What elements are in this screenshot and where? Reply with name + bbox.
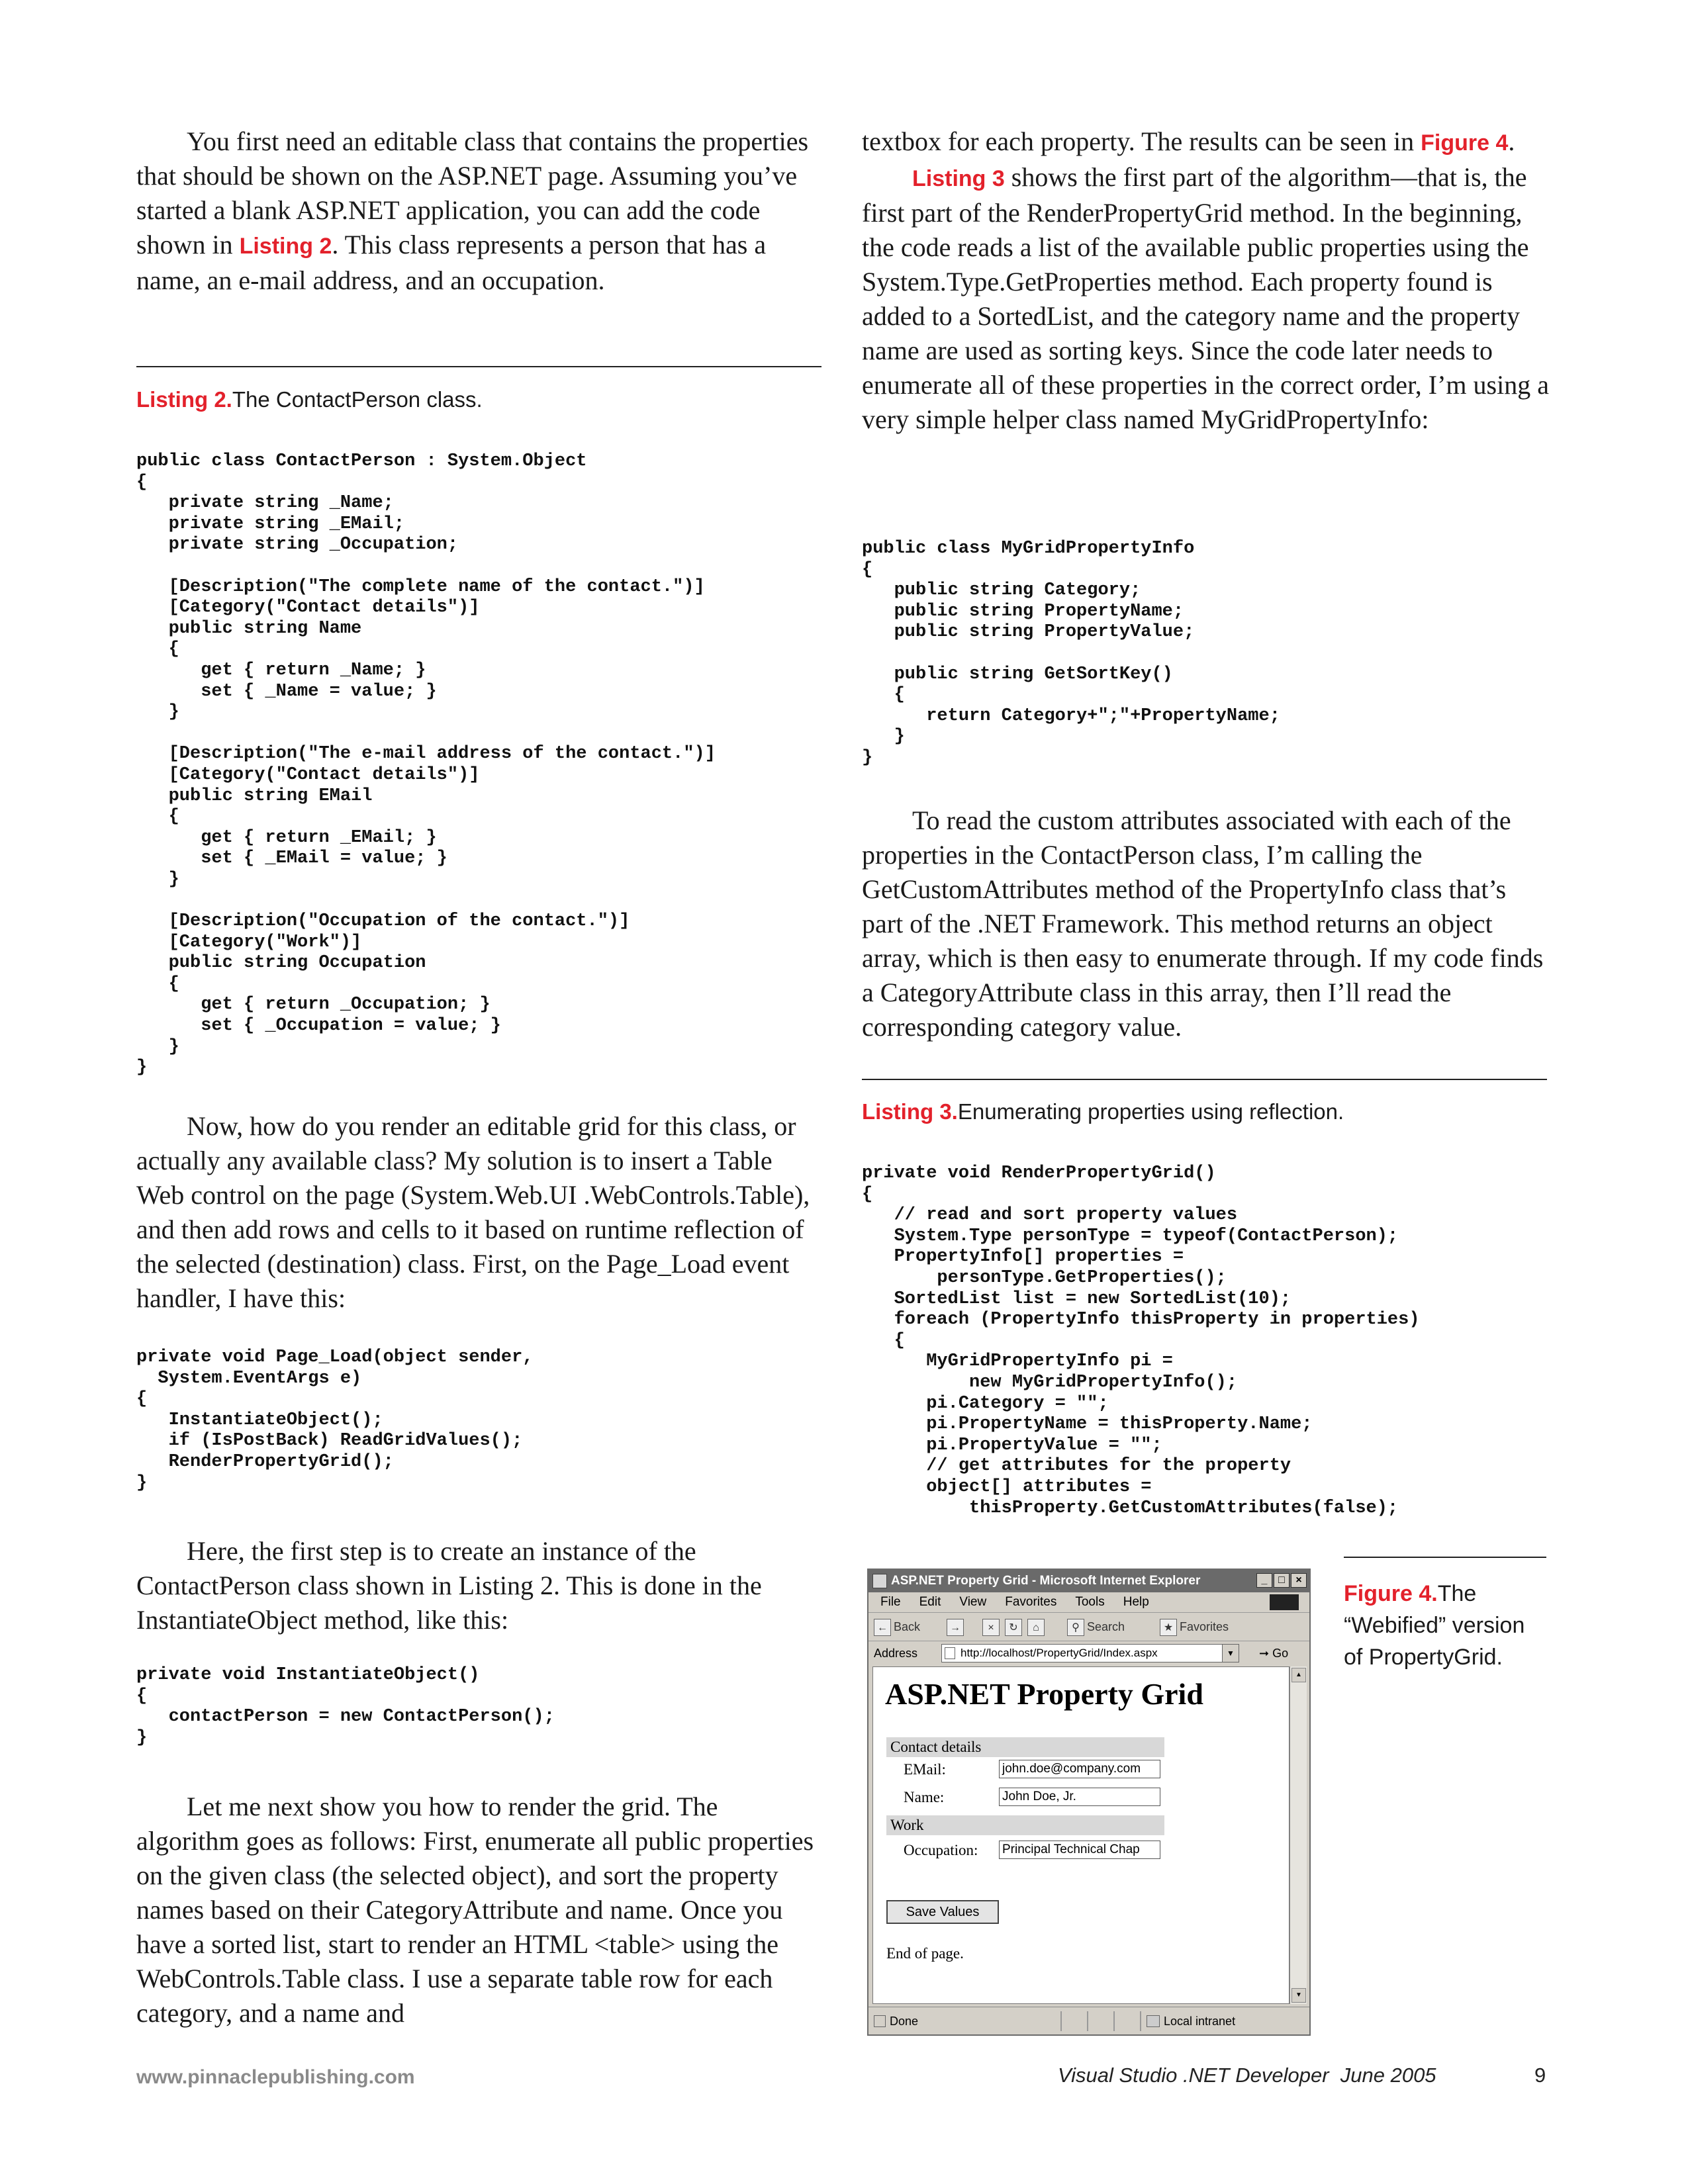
left-para-3: Here, the first step is to create an instance of the ContactPerson class shown in Listing 2. This is done in the InstantiateObject method, like this:: [136, 1536, 762, 1635]
left-para-1: You first need an editable class that contains the properties that should be shown on the ASP.NET page. Assuming you’ve started a blank ASP.NET application, you can add the code shown in Listing 2. This class represents a person that has a name, an e-mail address, and an occupation.: [136, 126, 809, 295]
address-label: Address: [874, 1647, 918, 1660]
right-para-3: To read the custom attributes associated with each of the properties in the ContactPerson class, I’m calling the GetCustomAttributes method of the PropertyInfo class that’s part of the .NET Framework. This method returns an object array, which is then easy to enumerate through. If my code finds a CategoryAttribute class in this array, then I’ll read the corresponding category value.: [862, 805, 1544, 1042]
name-field[interactable]: John Doe, Jr.: [999, 1788, 1160, 1806]
listing-3-rule: [862, 1079, 1547, 1080]
instantiate-code: private void InstantiateObject() { contactPerson = new ContactPerson(); }: [136, 1665, 555, 1748]
back-button[interactable]: ← Back: [874, 1617, 920, 1637]
dropdown-arrow-icon[interactable]: ▼: [1222, 1645, 1239, 1662]
go-button[interactable]: ➞ Go: [1259, 1647, 1289, 1660]
page-icon: [945, 1647, 955, 1659]
back-arrow-icon: ←: [874, 1619, 891, 1636]
page-content: [872, 1666, 1289, 2004]
listing-3-code: private void RenderPropertyGrid() { // read and sort property values System.Type personType = typeof(ContactPerson); PropertyInfo[] properties = personType.GetProperties(); SortedList list = new SortedList(10); foreach (PropertyInfo thisProperty in properties) { MyGridPropertyInfo pi = new MyGridPropertyInfo(); pi.Category = ""; pi.PropertyName = thisProperty.Name; pi.PropertyValue = ""; // get attributes for the property object[] attributes = thisProperty.GetCustomAttributes(false);: [862, 1163, 1420, 1518]
menu-tools[interactable]: Tools: [1075, 1595, 1105, 1609]
star-icon: ★: [1160, 1619, 1177, 1636]
listing-3-caption: Listing 3.Enumerating properties using reflection.: [862, 1099, 1344, 1124]
category-contact-details: Contact details: [886, 1737, 1164, 1757]
maximize-button[interactable]: □: [1274, 1573, 1289, 1588]
ie-icon: [872, 1574, 887, 1588]
search-button[interactable]: ⚲ Search: [1067, 1617, 1125, 1637]
email-field[interactable]: john.doe@company.com: [999, 1760, 1160, 1778]
listing-2-ref[interactable]: Listing 2: [239, 234, 332, 259]
occupation-label: Occupation:: [904, 1842, 978, 1858]
refresh-button[interactable]: [1005, 1617, 1025, 1637]
home-button[interactable]: [1027, 1617, 1047, 1637]
menu-view[interactable]: View: [959, 1595, 987, 1609]
favorites-button[interactable]: ★ Favorites: [1160, 1617, 1229, 1637]
address-bar: [868, 1641, 1309, 1665]
occupation-field[interactable]: Principal Technical Chap: [999, 1841, 1160, 1859]
end-of-page-text: End of page.: [886, 1945, 964, 1962]
stop-icon: ×: [982, 1619, 1000, 1636]
status-separator: [1060, 2011, 1062, 2031]
home-icon: ⌂: [1027, 1619, 1045, 1636]
status-separator: [1087, 2011, 1088, 2031]
forward-button[interactable]: [947, 1617, 966, 1637]
listing-2-rule: [136, 366, 821, 367]
status-separator: [1140, 2011, 1141, 2031]
status-done: Done: [890, 2015, 919, 2028]
address-input[interactable]: http://localhost/PropertyGrid/Index.aspx ▼: [941, 1644, 1239, 1662]
page-number: 9: [1534, 2064, 1546, 2087]
menu-help[interactable]: Help: [1123, 1595, 1149, 1609]
category-work: Work: [886, 1815, 1164, 1835]
figure-4-rule: [1344, 1557, 1546, 1558]
vertical-scrollbar[interactable]: [1289, 1666, 1307, 2004]
pageload-code: private void Page_Load(object sender, System.EventArgs e) { InstantiateObject(); if (IsPostBack) ReadGridValues(); RenderPropertyGrid(); }: [136, 1347, 534, 1493]
status-bar: [868, 2007, 1309, 2035]
scroll-up-icon[interactable]: ▲: [1291, 1668, 1306, 1682]
scroll-down-icon[interactable]: ▼: [1291, 1988, 1306, 2003]
status-separator: [1113, 2011, 1115, 2031]
listing-2-code: public class ContactPerson : System.Object { private string _Name; private string _EMail; private string _Occupation; [Description("The complete name of the contact.")] [Category("Contact details")] public string Name { get { return _Name; } set { _Name = value; } } [Description("The e-mail address of the contact.")] [Category("Contact details")] public string EMail { get { return _EMail; } set { _EMail = value; } } [Description("Occupation of the contact.")] [Category("Work")] public string Occupation { get { return _Occupation; } set { _Occupation = value; } } }: [136, 451, 716, 1078]
window-titlebar: ASP.NET Property Grid - Microsoft Internet Explorer _ □ ×: [868, 1570, 1309, 1592]
status-zone: Local intranet: [1164, 2015, 1236, 2028]
page-done-icon: [874, 2015, 886, 2027]
windows-logo-icon: [1270, 1594, 1299, 1610]
footer-publication: Visual Studio .NET Developer June 2005: [1058, 2064, 1436, 2087]
menu-favorites[interactable]: Favorites: [1005, 1595, 1057, 1609]
figure-4-ref[interactable]: Figure 4: [1421, 130, 1509, 156]
left-para-2: Now, how do you render an editable grid for this class, or actually any available class? My solution is to insert a Table Web control on the page (System.Web.UI .WebControls.Table), and then add rows and cells to it based on runtime reflection of the selected (destination) class. First, on the Page_Load event handler, I have this:: [136, 1111, 810, 1313]
search-icon: ⚲: [1067, 1619, 1084, 1636]
forward-arrow-icon: →: [947, 1619, 964, 1636]
browser-toolbar: [868, 1613, 1309, 1641]
minimize-button[interactable]: _: [1256, 1573, 1272, 1588]
menu-edit[interactable]: Edit: [919, 1595, 941, 1609]
right-para-1: textbox for each property. The results can be seen in Figure 4. Listing 3 shows the first part of the algorithm—that is, the first part of the RenderPropertyGrid method. In the beginning, the code reads a list of the available public properties using the System.Type.GetProperties method. Each property found is added to a SortedList, and the category name and the property name are used as sorting keys. Since the code later needs to enumerate all of these properties in the correct order, I’m using a very simple helper class named MyGridPropertyInfo:: [862, 126, 1549, 434]
name-label: Name:: [904, 1789, 945, 1805]
close-button[interactable]: ×: [1291, 1573, 1307, 1588]
figure-4-screenshot: [867, 1569, 1311, 2036]
save-values-button[interactable]: Save Values: [886, 1900, 999, 1924]
footer-website[interactable]: www.pinnaclepublishing.com: [136, 2066, 415, 2088]
stop-button[interactable]: [982, 1617, 1002, 1637]
listing-3-ref[interactable]: Listing 3: [912, 166, 1005, 191]
menu-bar: [868, 1592, 1309, 1613]
go-arrow-icon: ➞: [1259, 1647, 1270, 1660]
email-label: EMail:: [904, 1761, 946, 1778]
page-title: ASP.NET Property Grid: [885, 1677, 1203, 1711]
refresh-icon: ↻: [1005, 1619, 1022, 1636]
intranet-icon: [1147, 2015, 1160, 2027]
helper-class-code: public class MyGridPropertyInfo { public string Category; public string PropertyName; public string PropertyValue; public string GetSortKey() { return Category+";"+PropertyName; } }: [862, 539, 1280, 768]
menu-file[interactable]: File: [880, 1595, 901, 1609]
figure-4-caption: Figure 4.The “Webified” version of PropertyGrid.: [1344, 1581, 1525, 1670]
listing-2-caption: Listing 2.The ContactPerson class.: [136, 387, 483, 412]
left-para-4: Let me next show you how to render the grid. The algorithm goes as follows: First, enumerate all public properties on the given class (the selected object), and sort the property names based on their CategoryAttribute and name. Once you have a sorted list, start to render an HTML <table> using the WebControls.Table class. I use a separate table row for each category, and a name and: [136, 1792, 814, 2028]
